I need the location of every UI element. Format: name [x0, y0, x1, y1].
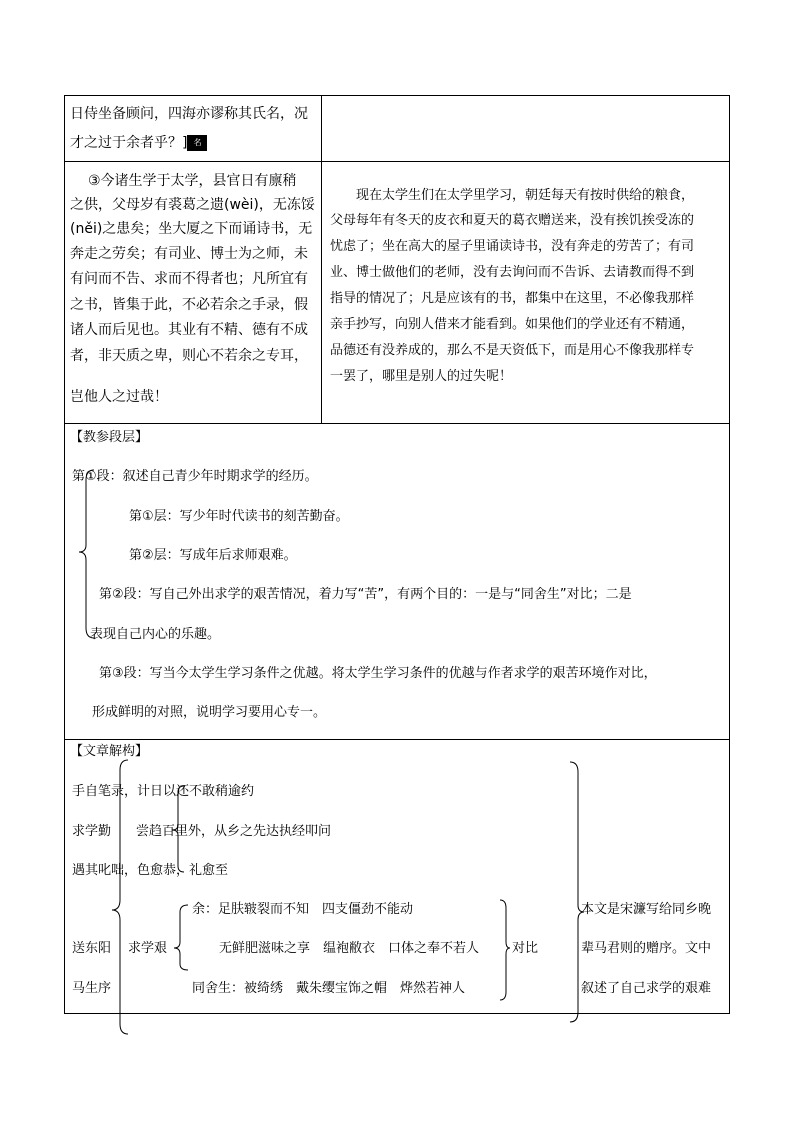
- qin-label: 求学勤: [72, 824, 112, 839]
- translation-line: 指导的情况了；凡是应该有的书，都集中在这里，不必像我那样: [330, 291, 695, 306]
- inline-mark-icon: 名: [187, 135, 207, 151]
- row1-text: 日侍坐备顾问，四海亦谬称其氏名，况才之过于余者乎？] 名: [70, 106, 308, 151]
- nan-item-1: 余：足肤皲裂而不知 四支僵劲不能动: [192, 902, 414, 917]
- original-line: 者，非天质之卑，则心不若余之专耳，: [70, 348, 308, 364]
- original-line: (něi)之患矣；坐大厦之下而诵诗书，无: [70, 221, 313, 237]
- qin-item-2: 尝趋百里外，从乡之先达执经叩问: [136, 824, 332, 839]
- paragraph-2-summary: 第②段：写自己外出求学的艰苦情况，着力写“苦”，有两个目的：一是与“同舍生”对比；二是: [99, 587, 632, 602]
- original-line: 诸人而后见也。其业有不精、德有不成: [70, 322, 308, 338]
- nan-brace: [174, 905, 188, 970]
- original-line: 有问而不告、求而不得者也；凡所宜有: [70, 271, 308, 287]
- layer-1-summary: 第①层：写少年时代读书的刻苦勤奋。: [129, 509, 349, 524]
- translation-line: 品德还有没养成的，那么不是天资低下，而是用心不像我那样专: [330, 343, 695, 358]
- structure-brace: [112, 760, 128, 1034]
- summary-line: 辈马君则的赠序。文中: [581, 941, 712, 956]
- summary-brace: [570, 762, 584, 1022]
- nan-label: 求学艰: [128, 941, 168, 956]
- original-line: 岂他人之过哉！: [70, 389, 168, 405]
- original-line: 奔走之劳矣；有司业、博士为之师，未: [70, 246, 308, 262]
- nan-item-2: 无鲜肥滋味之享 缊袍敝衣 口体之奉不若人: [219, 941, 480, 956]
- translation-line: 现在太学生们在太学里学习，朝廷每天有按时供给的粮食，: [356, 188, 695, 203]
- summary-line: 本文是宋濂写给同乡晚: [581, 902, 712, 917]
- qin-item-3: 遇其叱咄，色愈恭，礼愈至: [72, 863, 229, 878]
- duibi-label: 对比: [512, 941, 539, 956]
- original-line: 之书，皆集于此，不必若余之手录，假: [70, 297, 308, 313]
- translation-line: 亲手抄写，向别人借来才能看到。如果他们的学业还有不精通，: [330, 317, 695, 332]
- summary-line: 叙述了自己求学的艰难: [581, 981, 712, 996]
- qin-brace: [172, 786, 184, 872]
- nan-item-3: 同舍生：被绮绣 戴朱缨宝饰之帽 烨然若神人: [192, 981, 466, 996]
- title-part-2: 马生序: [72, 981, 112, 996]
- paragraph-1-summary: 第①段：叙述自己青少年时期求学的经历。: [72, 469, 318, 484]
- translation-line: 忧虑了；坐在高大的屋子里诵读诗书，没有奔走的劳苦了；有司: [330, 239, 695, 254]
- duibi-brace: [500, 900, 510, 1000]
- translation-line: 父母每年有冬天的皮衣和夏天的葛衣赠送来，没有挨饥挨受冻的: [330, 213, 695, 228]
- paragraph-3-summary: 第③段：写当今太学生学习条件之优越。将太学生学习条件的优越与作者求学的艰苦环境作对比，: [99, 666, 657, 681]
- translation-line: 一罢了，哪里是别人的过失呢！: [330, 369, 513, 384]
- qin-item-1: 手自笔录，计日以还不敢稍逾约: [72, 784, 255, 799]
- paragraph-3-summary-cont: 形成鲜明的对照，说明学习要用心专一。: [92, 705, 327, 720]
- original-line: ③今诸生学于太学，县官日有廪稍: [88, 173, 297, 189]
- section-header: 【文章解构】: [70, 744, 149, 759]
- paragraph-2-summary-cont: 表现自己内心的乐趣。: [90, 627, 221, 642]
- original-line: 之供，父母岁有裘葛之遗(wèi)，无冻馁: [70, 197, 315, 213]
- layer-2-summary: 第②层：写成年后求师艰难。: [129, 548, 297, 563]
- title-part-1: 送东阳: [72, 941, 112, 956]
- translation-line: 业、博士做他们的老师，没有去询问而不告诉、去请教而得不到: [330, 265, 695, 280]
- section-header: 【教参段层】: [70, 430, 149, 445]
- jiaocan-brace: [79, 470, 94, 638]
